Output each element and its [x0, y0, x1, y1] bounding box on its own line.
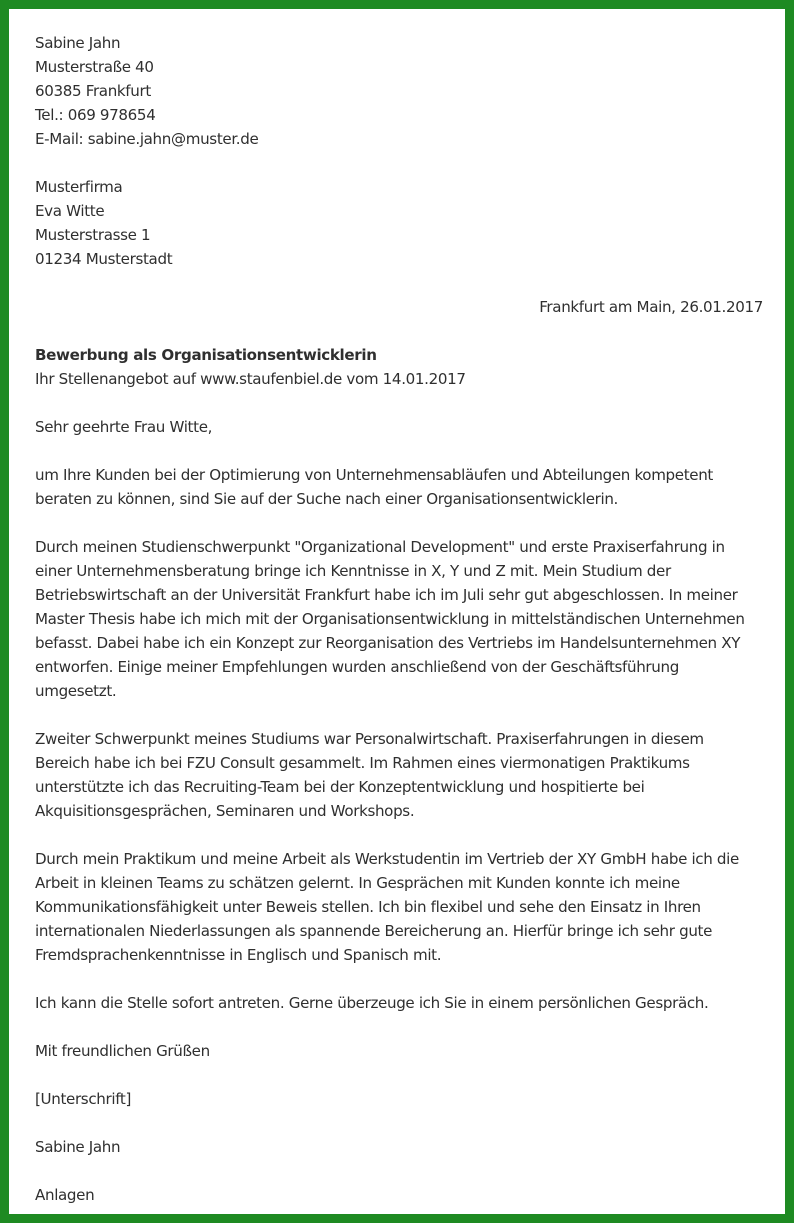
subject-line: Bewerbung als Organisationsentwicklerin — [35, 346, 377, 364]
body-paragraph — [35, 535, 767, 703]
paragraph-line: unterstützte ich das Recruiting-Team bei der Konzeptentwicklung und hospitierte bei — [35, 778, 645, 796]
salutation: Sehr geehrte Frau Witte, — [35, 418, 213, 436]
spacer — [35, 271, 767, 295]
paragraph-line: entworfen. Einige meiner Empfehlungen wurden anschließend von der Geschäftsführung — [35, 658, 679, 676]
recipient-contact: Eva Witte — [35, 202, 105, 220]
reference-line: Ihr Stellenangebot auf www.staufenbiel.de vom 14.01.2017 — [35, 370, 466, 388]
paragraph-line: Zweiter Schwerpunkt meines Studiums war Personalwirtschaft. Praxiserfahrungen in diesem — [35, 730, 704, 748]
attachments-label: Anlagen — [35, 1186, 95, 1204]
closing: Mit freundlichen Grüßen — [35, 1042, 210, 1060]
date-line: Frankfurt am Main, 26.01.2017 — [539, 298, 763, 316]
paragraph-line: Master Thesis habe ich mich mit der Organisationsentwicklung in mittelständischen Unternehmen — [35, 610, 745, 628]
spacer — [35, 1159, 767, 1183]
sender-phone: Tel.: 069 978654 — [35, 106, 156, 124]
body-paragraph — [35, 463, 767, 511]
paragraph-line: Akquisitionsgesprächen, Seminaren und Workshops. — [35, 802, 415, 820]
sender-address — [35, 31, 767, 151]
paragraph-line: umgesetzt. — [35, 682, 117, 700]
spacer — [35, 967, 767, 991]
spacer — [35, 391, 767, 415]
paragraph-line: Kommunikationsfähigkeit unter Beweis stellen. Ich bin flexibel und sehe den Einsatz in Ihren — [35, 898, 701, 916]
signature-placeholder: [Unterschrift] — [35, 1090, 131, 1108]
letter-body — [35, 463, 767, 1039]
paragraph-line: internationalen Niederlassungen als spannende Bereicherung an. Hierfür bringe ich sehr gute — [35, 922, 713, 940]
spacer — [35, 511, 767, 535]
spacer — [35, 1015, 767, 1039]
paragraph-line: einer Unternehmensberatung bringe ich Kenntnisse in X, Y und Z mit. Mein Studium der — [35, 562, 671, 580]
paragraph-line: beraten zu können, sind Sie auf der Suche nach einer Organisationsentwicklerin. — [35, 490, 619, 508]
spacer — [35, 703, 767, 727]
letter-page — [9, 9, 785, 1214]
sender-email: E-Mail: sabine.jahn@muster.de — [35, 130, 259, 148]
sender-city: 60385 Frankfurt — [35, 82, 151, 100]
signer-name: Sabine Jahn — [35, 1138, 121, 1156]
paragraph-line: Betriebswirtschaft an der Universität Frankfurt habe ich im Juli sehr gut abgeschlossen. In meiner — [35, 586, 738, 604]
recipient-street: Musterstrasse 1 — [35, 226, 151, 244]
paragraph-line: um Ihre Kunden bei der Optimierung von Unternehmensabläufen und Abteilungen kompetent — [35, 466, 714, 484]
paragraph-line: Ich kann die Stelle sofort antreten. Gerne überzeuge ich Sie in einem persönlichen Gespräch. — [35, 994, 709, 1012]
spacer — [35, 439, 767, 463]
paragraph-line: Bereich habe ich bei FZU Consult gesammelt. Im Rahmen eines viermonatigen Praktikums — [35, 754, 690, 772]
body-paragraph — [35, 727, 767, 823]
spacer — [35, 319, 767, 343]
body-paragraph — [35, 847, 767, 967]
recipient-company: Musterfirma — [35, 178, 123, 196]
spacer — [35, 823, 767, 847]
paragraph-line: befasst. Dabei habe ich ein Konzept zur Reorganisation des Vertriebs im Handelsunternehmen XY — [35, 634, 741, 652]
paragraph-line: Durch meinen Studienschwerpunkt "Organizational Development" und erste Praxiserfahrung in — [35, 538, 725, 556]
spacer — [35, 151, 767, 175]
recipient-city: 01234 Musterstadt — [35, 250, 173, 268]
sender-name: Sabine Jahn — [35, 34, 121, 52]
body-paragraph — [35, 991, 767, 1015]
paragraph-line: Fremdsprachenkenntnisse in Englisch und Spanisch mit. — [35, 946, 442, 964]
paragraph-line: Durch mein Praktikum und meine Arbeit als Werkstudentin im Vertrieb der XY GmbH habe ich die — [35, 850, 739, 868]
sender-street: Musterstraße 40 — [35, 58, 154, 76]
paragraph-line: Arbeit in kleinen Teams zu schätzen gelernt. In Gesprächen mit Kunden konnte ich meine — [35, 874, 680, 892]
spacer — [35, 1111, 767, 1135]
spacer — [35, 1063, 767, 1087]
recipient-address — [35, 175, 767, 271]
